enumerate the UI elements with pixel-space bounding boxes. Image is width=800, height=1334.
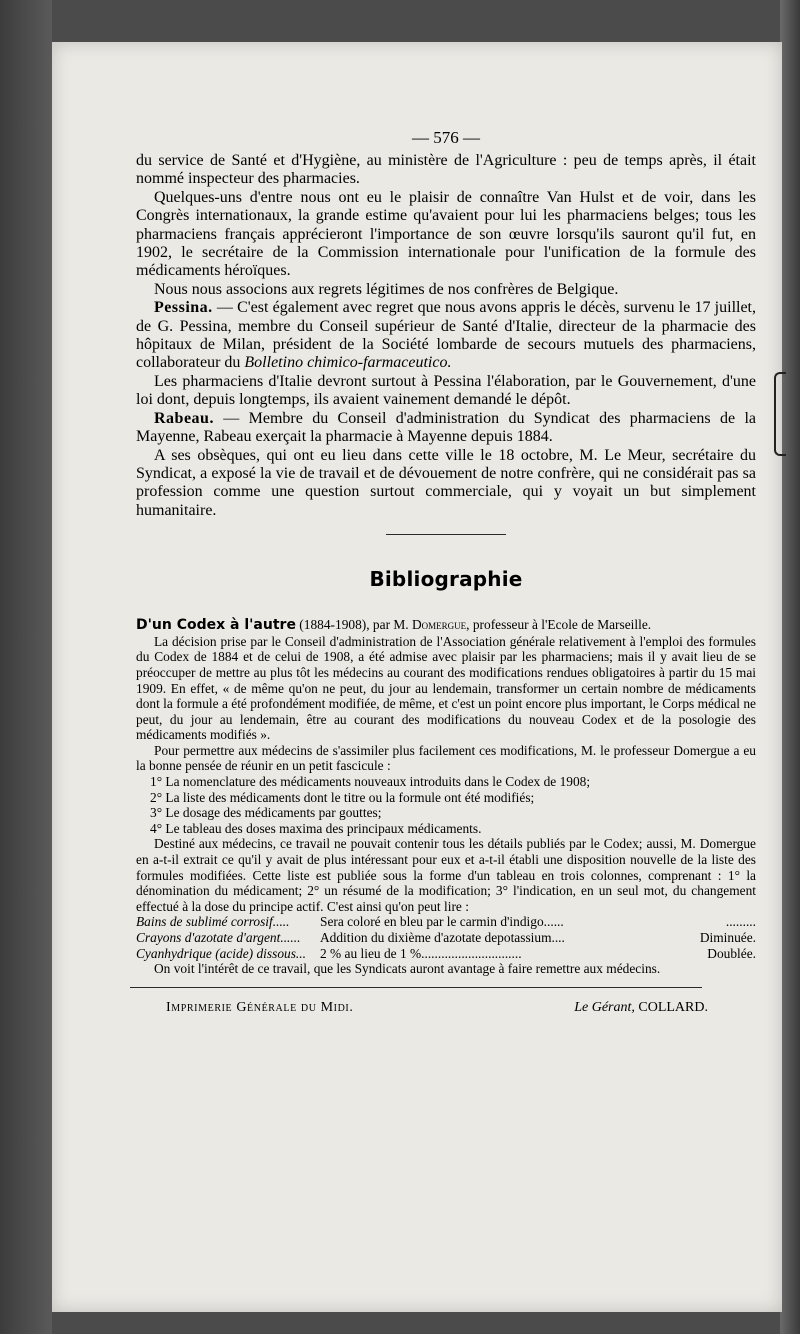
table-row [136, 930, 756, 946]
table-cell-dose: Doublée. [707, 945, 756, 961]
bibliography-paragraph-2: Pour permettre aux médecins de s'assimiler plus facilement ces modifications, M. le professeur Domergue a eu la bonne pensée de réunir en un petit fascicule : [136, 742, 756, 774]
printer-name: Imprimerie Générale du Midi. [166, 999, 354, 1015]
page-footer [136, 1000, 708, 1016]
pessina-journal: Bolletino chimico-farmaceutico. [244, 354, 452, 372]
gerant [574, 1000, 708, 1016]
page-number: — 576 — [412, 128, 480, 147]
obituary-rabeau [136, 410, 756, 447]
list-item: 1° La nomenclature des médicaments nouveaux introduits dans le Codex de 1908; [150, 774, 591, 790]
bibliography-heading: Bibliographie [369, 567, 523, 592]
table-cell-drug: Cyanhydrique (acide) dissous... [136, 945, 306, 961]
table-row [136, 914, 756, 930]
obituary-paragraph-3: Nous nous associons aux regrets légitimes de nos confrères de Belgique. [154, 280, 619, 298]
obituary-paragraph-1: du service de Santé et d'Hygiène, au ministère de l'Agriculture : peu de temps après, il était nommé inspecteur des pharmacies. [136, 152, 756, 188]
codex-author: Domergue [411, 617, 467, 633]
scan-right-edge [780, 0, 800, 1334]
table-cell-drug: Crayons d'azotate d'argent...... [136, 930, 301, 945]
table-cell-dose: ......... [725, 914, 756, 930]
pessina-text: — C'est également avec regret que nous avons appris le décès, survenu le 17 juillet, de G. Pessina, membre du Conseil supérieur de Santé d'Italie, directeur de la pharmacie des hôpitaux de Milan, président de la Société lombarde de secours mutuels des pharmaciens, collaborateur du [136, 299, 756, 372]
bibliography-paragraph-3: Destiné aux médecins, ce travail ne pouvait contenir tous les détails publiés par le Codex; aussi, M. Domergue en a-t-il extrait ce qu'il y avait de plus intéressant pour eux et a-t-il établi une disposition nouvelle de la liste des formules modifiées. Cette liste est publiée sous la forme d'un tableau en trois colonnes, comprenant : 1° la dénomination du médicament; 2° un résumé de la modification; 3° l'indication, en un seul mot, du changement effectué à la dose du principe actif. C'est ainsi qu'on peut lire : [136, 836, 756, 914]
list-item: 4° Le tableau des doses maxima des principaux médicaments. [150, 820, 482, 836]
bibliography-paragraph-4: On voit l'intérêt de ce travail, que les Syndicats auront avantage à faire remettre aux médecins. [154, 961, 661, 977]
binding-bracket [774, 372, 786, 456]
gerant-label: Le Gérant, [574, 999, 635, 1015]
obituary-pessina [136, 299, 756, 373]
obituary-paragraph-5: Les pharmaciens d'Italie devront surtout à Pessina l'élaboration, par le Gouvernement, d'une loi dont, depuis longtemps, ils avaient vainement demandé le dépôt. [136, 372, 756, 409]
table-cell-drug: Bains de sublimé corrosif..... [136, 914, 290, 930]
obituary-paragraph-7: A ses obsèques, qui ont eu lieu dans cette ville le 18 octobre, M. Le Meur, secrétaire du Syndicat, a exposé la vie de travail et de dévouement de notre confrère, qui ne considérait pas sa profession comme une question surtout commerciale, qui y voyait un but simplement humanitaire. [136, 446, 756, 519]
table-row [136, 946, 756, 962]
rabeau-text: — Membre du Conseil d'administration du Syndicat des pharmaciens de la Mayenne, Rabeau exerçait la pharmacie à Mayenne depuis 1884. [136, 409, 756, 446]
codex-title: D'un Codex à l'autre [136, 617, 296, 634]
section-divider [386, 534, 506, 535]
codex-entry-title [136, 617, 756, 634]
table-cell-modification: Sera coloré en bleu par le carmin d'indigo...... [320, 914, 564, 930]
codex-years: (1884-1908), par M. [295, 617, 412, 633]
scan-left-edge [0, 0, 52, 1334]
gerant-name: COLLARD. [634, 999, 708, 1015]
footer-rule [130, 987, 702, 988]
bibliography-paragraph-1: La décision prise par le Conseil d'administration de l'Association générale relativement à l'emploi des formules du Codex de 1884 et de celui de 1908, a été admise avec plaisir par les pharmaciens; mais il y avait lieu de se préoccuper de mettre au plus tôt les médecins au courant des modifications rendues obligatoires à partir du 15 mai 1909. En effet, « de même qu'on ne peut, du jour au lendemain, transformer un certain nombre de médicaments dont la formule a été profondément modifiée, de même, et c'est un point encore plus important, le Corps médical ne peut, du jour au lendemain, être au courant des modifications du nouveau Codex et de la posologie des médicaments modifiés ». [136, 633, 756, 743]
codex-rest: , professeur à l'Ecole de Marseille. [466, 617, 652, 633]
table-cell-modification: Addition du dixième d'azotate depotassium.... [320, 930, 565, 945]
page-content [136, 88, 756, 1016]
list-item: 3° Le dosage des médicaments par gouttes; [150, 805, 382, 821]
rabeau-name: Rabeau. [154, 409, 214, 427]
table-cell-dose: Diminuée. [699, 930, 756, 945]
list-item: 2° La liste des médicaments dont le titre ou la formule ont été modifiés; [150, 789, 535, 805]
obituary-paragraph-2: Quelques-uns d'entre nous ont eu le plaisir de connaître Van Hulst et de voir, dans les Congrès internationaux, la grande estime qu'avaient pour lui les pharmaciens belges; tous les pharmaciens français apprécieront l'importance de son œuvre lorsqu'ils sauront qu'il fut, en 1902, le secrétaire de la Commission internationale pour l'unification de la formule des médicaments héroïques. [136, 188, 756, 280]
pessina-name: Pessina. [154, 299, 213, 317]
table-cell-modification: 2 % au lieu de 1 %.............................. [320, 945, 522, 961]
